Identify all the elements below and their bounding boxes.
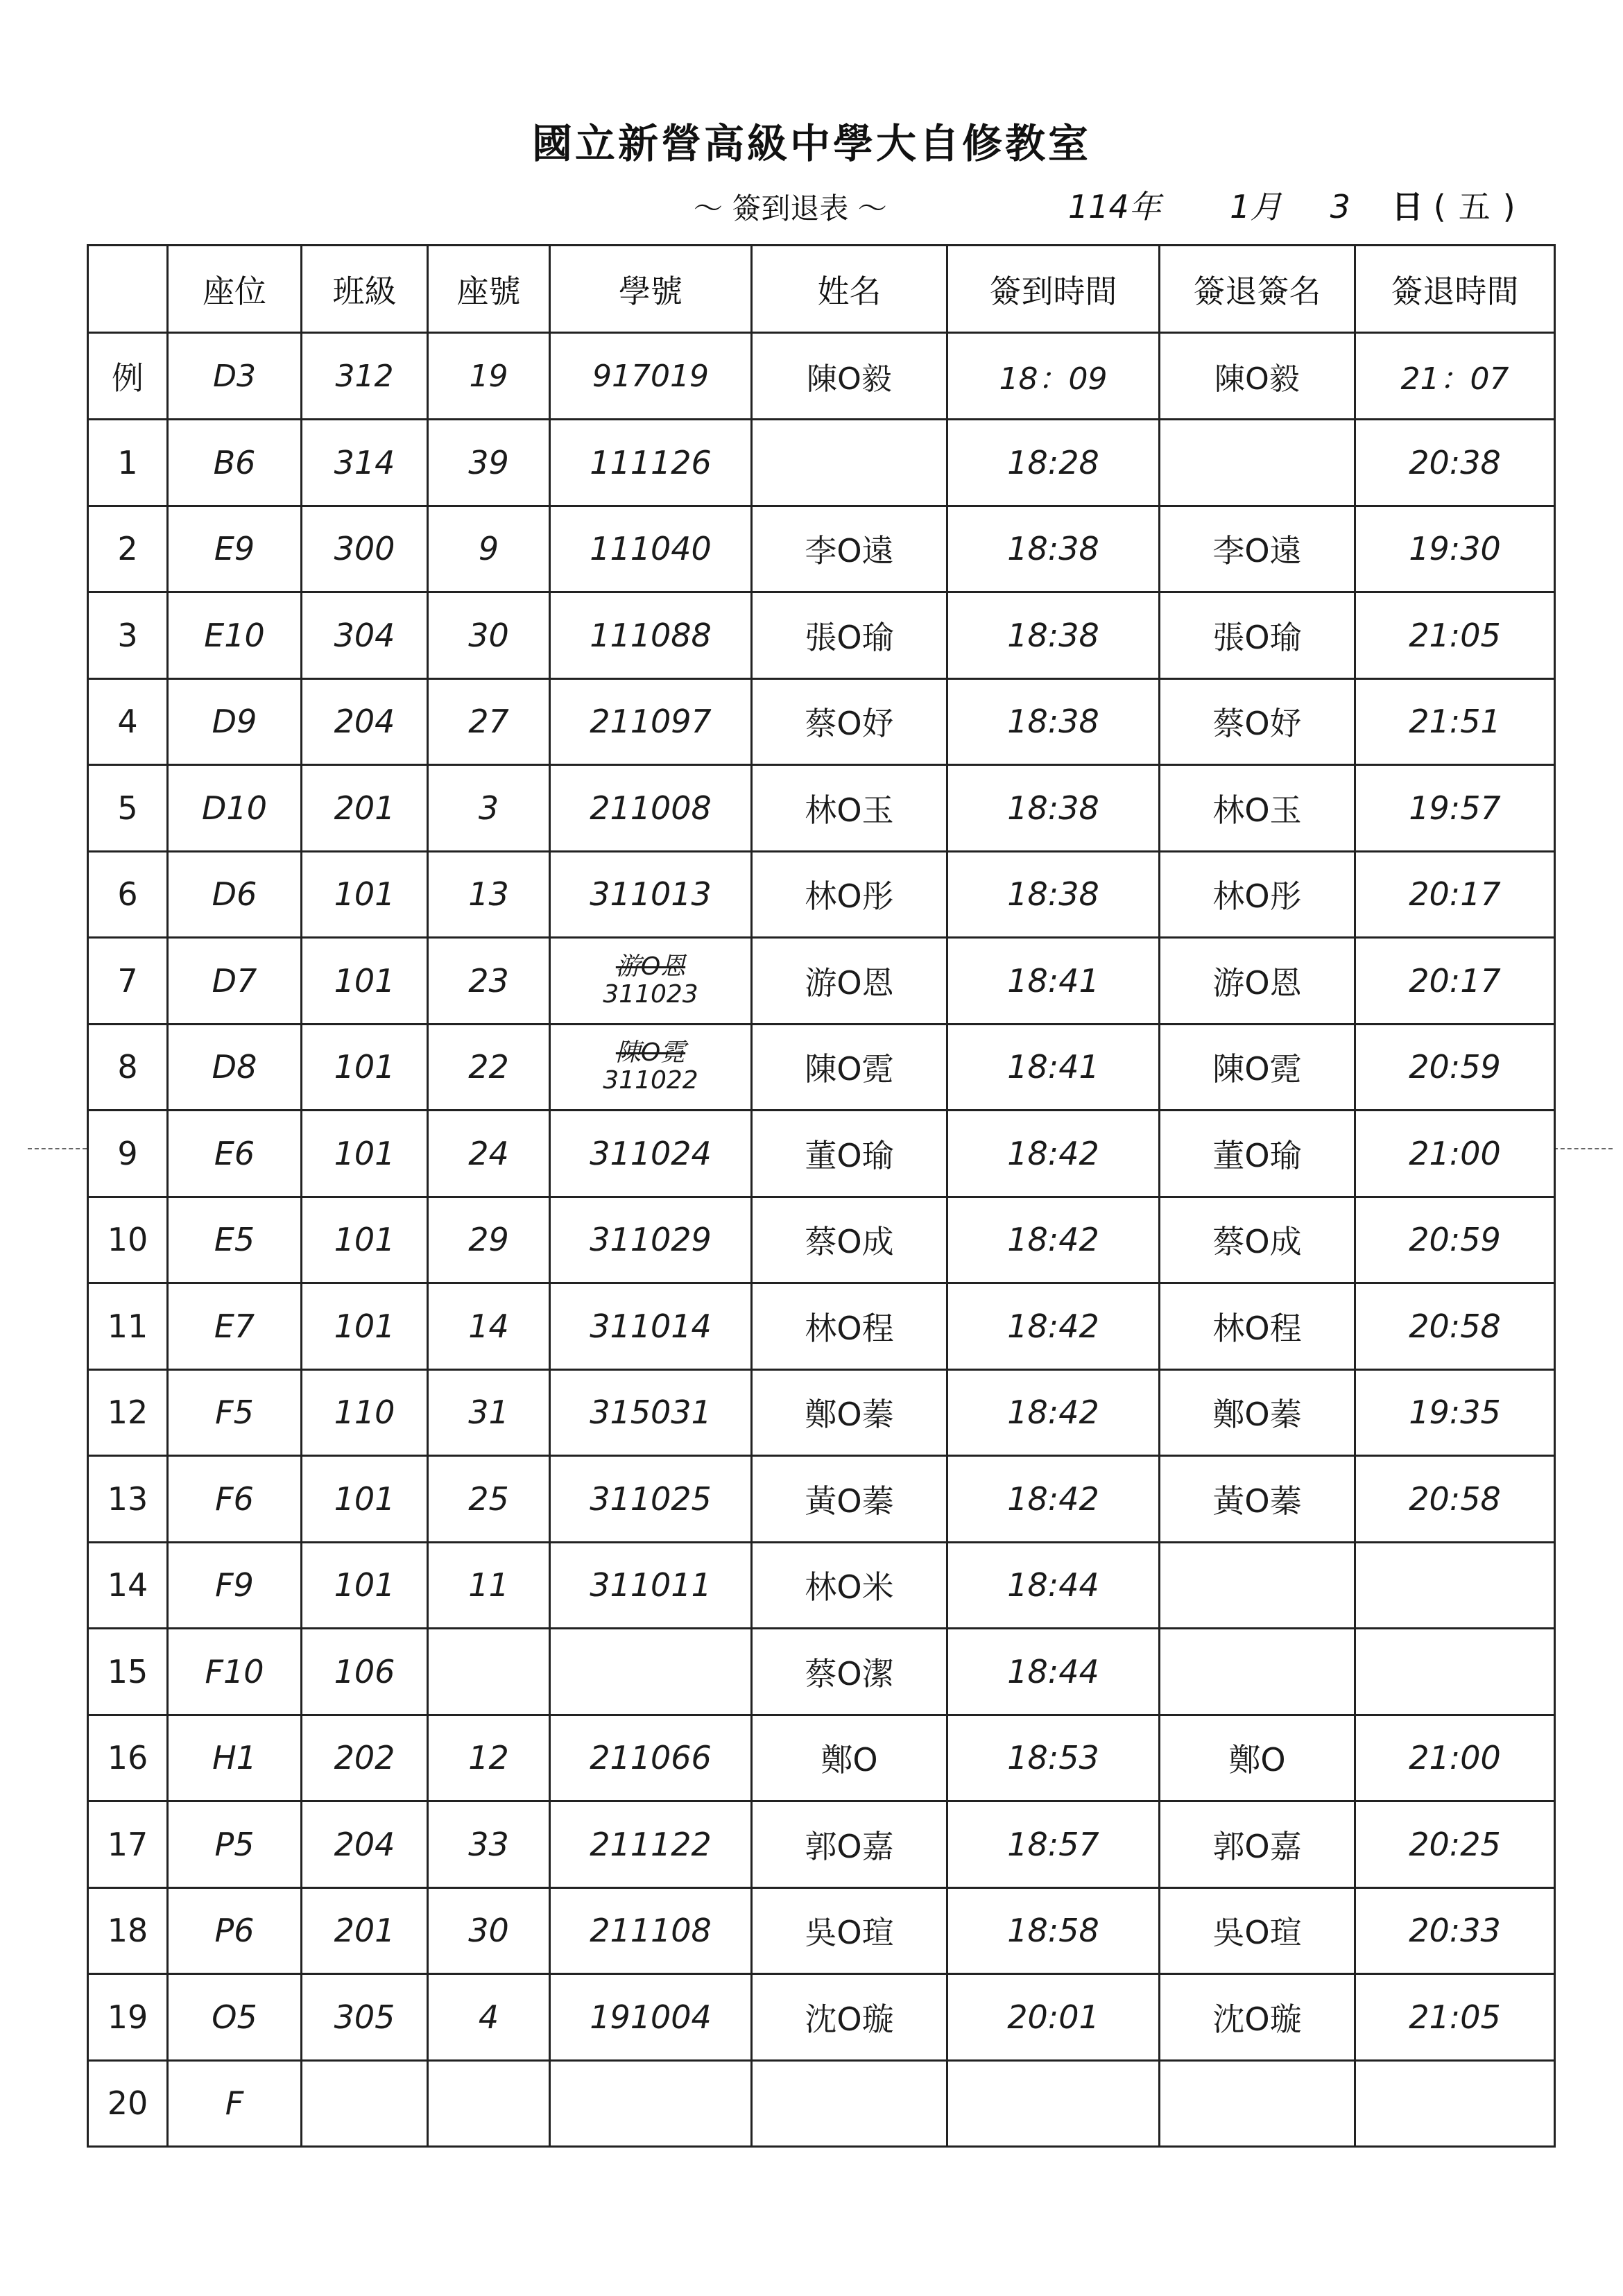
col-signout-name-header: 簽退簽名: [1160, 246, 1355, 333]
table-row: [88, 1111, 1555, 1197]
number-cell: 31: [428, 1369, 550, 1456]
seat-cell: E6: [168, 1111, 302, 1197]
example-row: [88, 333, 1555, 420]
table-row: [88, 765, 1555, 852]
table-row: [88, 1801, 1555, 1888]
signout-name-cell: 郭O嘉: [1160, 1801, 1355, 1888]
name-cell: 陳O霓: [752, 1024, 947, 1111]
class-cell: 101: [302, 1024, 428, 1111]
table-row: [88, 592, 1555, 679]
number-cell: 4: [428, 1974, 550, 2061]
name-cell: 蔡O成: [752, 1197, 947, 1283]
signout-name-cell: 張O瑜: [1160, 592, 1355, 679]
col-number-header: 座號: [428, 246, 550, 333]
signout-name-cell: [1160, 1542, 1355, 1629]
checkin-cell: 18:57: [947, 1801, 1160, 1888]
student-id-cell: [550, 2060, 752, 2147]
number-cell: 22: [428, 1024, 550, 1111]
name-cell: [752, 420, 947, 506]
row-index: 19: [88, 1974, 168, 2061]
checkin-cell: 18:53: [947, 1715, 1160, 1801]
student-id-cell: 211008: [550, 765, 752, 852]
class-cell: 106: [302, 1629, 428, 1715]
checkout-cell: 20:17: [1355, 851, 1555, 938]
table-row: [88, 1715, 1555, 1801]
seat-cell: D6: [168, 851, 302, 938]
signout-name-cell: 林O彤: [1160, 851, 1355, 938]
signout-name-cell: [1160, 420, 1355, 506]
name-cell: 沈O璇: [752, 1974, 947, 2061]
checkout-cell: 21:00: [1355, 1111, 1555, 1197]
table-row: [88, 420, 1555, 506]
class-cell: 101: [302, 851, 428, 938]
table-row: [88, 1024, 1555, 1111]
signout-name-cell: 鄭O蓁: [1160, 1369, 1355, 1456]
signout-name-cell: 沈O璇: [1160, 1974, 1355, 2061]
checkout-cell: 20:17: [1355, 938, 1555, 1025]
student-id-cell: 211122: [550, 1801, 752, 1888]
checkout-cell: 21:00: [1355, 1715, 1555, 1801]
checkin-cell: 18:42: [947, 1197, 1160, 1283]
checkout-cell: [1355, 1629, 1555, 1715]
class-cell: 101: [302, 1456, 428, 1543]
row-index: 4: [88, 678, 168, 765]
class-cell: 101: [302, 1111, 428, 1197]
name-cell: 蔡O潔: [752, 1629, 947, 1715]
student-id-cell: 191004: [550, 1974, 752, 2061]
col-name-header: 姓名: [752, 246, 947, 333]
checkin-cell: 18:44: [947, 1629, 1160, 1715]
number-cell: 39: [428, 420, 550, 506]
row-index: 3: [88, 592, 168, 679]
col-checkin-header: 簽到時間: [947, 246, 1160, 333]
number-cell: 13: [428, 851, 550, 938]
row-index: 13: [88, 1456, 168, 1543]
row-index: 16: [88, 1715, 168, 1801]
number-cell: 14: [428, 1283, 550, 1370]
form-subtitle: ～ 簽到退表 ～: [694, 191, 887, 225]
class-cell: 201: [302, 765, 428, 852]
name-cell: 董O瑜: [752, 1111, 947, 1197]
name-cell: 蔡O妤: [752, 678, 947, 765]
name-cell: 林O米: [752, 1542, 947, 1629]
table-row: [88, 1542, 1555, 1629]
signout-name-cell: [1160, 1629, 1355, 1715]
table-row: [88, 1283, 1555, 1370]
number-cell: 11: [428, 1542, 550, 1629]
checkout-cell: [1355, 2060, 1555, 2147]
number-cell: 30: [428, 1887, 550, 1974]
table-row: [88, 1456, 1555, 1543]
signout-name-cell: 陳O毅: [1160, 333, 1355, 420]
checkin-cell: 18:38: [947, 851, 1160, 938]
name-cell: 吳O瑄: [752, 1887, 947, 1974]
checkin-cell: 18:38: [947, 506, 1160, 592]
name-cell: 陳O毅: [752, 333, 947, 420]
student-id-cell: [550, 938, 752, 1025]
date-year: 114年: [1068, 188, 1161, 225]
student-id-cell: 311025: [550, 1456, 752, 1543]
name-cell: 林O玉: [752, 765, 947, 852]
student-id-cell: 311014: [550, 1283, 752, 1370]
student-id-cell: 311011: [550, 1542, 752, 1629]
row-index: 5: [88, 765, 168, 852]
seat-cell: F: [168, 2060, 302, 2147]
seat-cell: D9: [168, 678, 302, 765]
name-cell: 張O瑜: [752, 592, 947, 679]
checkin-cell: 18:41: [947, 1024, 1160, 1111]
table-row: [88, 1629, 1555, 1715]
class-cell: 101: [302, 938, 428, 1025]
number-cell: 33: [428, 1801, 550, 1888]
struck-entry: 陳O霓: [615, 1038, 686, 1068]
seat-cell: D7: [168, 938, 302, 1025]
student-id-cell: 211097: [550, 678, 752, 765]
student-id-cell: [550, 1024, 752, 1111]
name-cell: 林O程: [752, 1283, 947, 1370]
row-index: 11: [88, 1283, 168, 1370]
checkout-cell: [1355, 1542, 1555, 1629]
form-date: [1068, 182, 1528, 228]
row-index: 20: [88, 2060, 168, 2147]
col-class-header: 班級: [302, 246, 428, 333]
checkout-cell: 21:05: [1355, 592, 1555, 679]
class-cell: 101: [302, 1283, 428, 1370]
name-cell: 郭O嘉: [752, 1801, 947, 1888]
student-id-cell: 315031: [550, 1369, 752, 1456]
number-cell: 27: [428, 678, 550, 765]
class-cell: 204: [302, 1801, 428, 1888]
col-student-id-header: 學號: [550, 246, 752, 333]
signout-name-cell: 林O程: [1160, 1283, 1355, 1370]
name-cell: 游O恩: [752, 938, 947, 1025]
checkout-cell: 21：07: [1355, 333, 1555, 420]
seat-cell: F5: [168, 1369, 302, 1456]
seat-cell: E5: [168, 1197, 302, 1283]
checkin-cell: 18:42: [947, 1369, 1160, 1456]
row-index: 9: [88, 1111, 168, 1197]
seat-cell: P6: [168, 1887, 302, 1974]
table-row: [88, 851, 1555, 938]
row-index: 2: [88, 506, 168, 592]
corrected-student-id: 311022: [603, 1066, 698, 1095]
seat-cell: D3: [168, 333, 302, 420]
number-cell: 30: [428, 592, 550, 679]
checkout-cell: 19:57: [1355, 765, 1555, 852]
corrected-student-id: 311023: [603, 979, 698, 1009]
seat-cell: E7: [168, 1283, 302, 1370]
checkin-cell: 18:44: [947, 1542, 1160, 1629]
checkout-cell: 20:38: [1355, 420, 1555, 506]
signout-name-cell: 吳O瑄: [1160, 1887, 1355, 1974]
signout-name-cell: 黃O蓁: [1160, 1456, 1355, 1543]
name-cell: 林O彤: [752, 851, 947, 938]
class-cell: 300: [302, 506, 428, 592]
seat-cell: O5: [168, 1974, 302, 2061]
number-cell: [428, 1629, 550, 1715]
class-cell: 101: [302, 1197, 428, 1283]
table-row: [88, 1887, 1555, 1974]
checkin-cell: 18:42: [947, 1111, 1160, 1197]
row-index: 14: [88, 1542, 168, 1629]
class-cell: 110: [302, 1369, 428, 1456]
row-index: 10: [88, 1197, 168, 1283]
row-index: 7: [88, 938, 168, 1025]
class-cell: 204: [302, 678, 428, 765]
name-cell: 黃O蓁: [752, 1456, 947, 1543]
checkout-cell: 19:35: [1355, 1369, 1555, 1456]
signout-name-cell: 游O恩: [1160, 938, 1355, 1025]
table-row: [88, 2060, 1555, 2147]
class-cell: 101: [302, 1542, 428, 1629]
checkin-cell: 18:38: [947, 765, 1160, 852]
student-id-cell: 211108: [550, 1887, 752, 1974]
student-id-cell: 311029: [550, 1197, 752, 1283]
table-row: [88, 1197, 1555, 1283]
form-title: 國立新營高級中學大自修教室: [531, 120, 1091, 167]
table-row: [88, 678, 1555, 765]
seat-cell: F9: [168, 1542, 302, 1629]
student-id-cell: 111088: [550, 592, 752, 679]
header-row: [88, 246, 1555, 333]
seat-cell: D8: [168, 1024, 302, 1111]
checkout-cell: 20:58: [1355, 1456, 1555, 1543]
col-seat-header: 座位: [168, 246, 302, 333]
row-index: 6: [88, 851, 168, 938]
number-cell: 3: [428, 765, 550, 852]
seat-cell: E9: [168, 506, 302, 592]
signin-table: [87, 244, 1556, 2148]
name-cell: 鄭O: [752, 1715, 947, 1801]
date-day-suffix: 日: [1391, 188, 1424, 225]
signout-name-cell: 鄭O: [1160, 1715, 1355, 1801]
signout-name-cell: 林O玉: [1160, 765, 1355, 852]
checkout-cell: 21:51: [1355, 678, 1555, 765]
seat-cell: D10: [168, 765, 302, 852]
seat-cell: F6: [168, 1456, 302, 1543]
student-id-cell: [550, 1629, 752, 1715]
class-cell: 202: [302, 1715, 428, 1801]
number-cell: 23: [428, 938, 550, 1025]
col-checkout-header: 簽退時間: [1355, 246, 1555, 333]
number-cell: 19: [428, 333, 550, 420]
struck-entry: 游O恩: [615, 952, 686, 981]
checkin-cell: 18:38: [947, 592, 1160, 679]
student-id-cell: 111126: [550, 420, 752, 506]
class-cell: 312: [302, 333, 428, 420]
number-cell: 9: [428, 506, 550, 592]
name-cell: 李O遠: [752, 506, 947, 592]
seat-cell: B6: [168, 420, 302, 506]
date-weekday: (五): [1433, 188, 1528, 225]
signout-name-cell: [1160, 2060, 1355, 2147]
seat-cell: H1: [168, 1715, 302, 1801]
checkin-cell: 18:41: [947, 938, 1160, 1025]
class-cell: 305: [302, 1974, 428, 2061]
student-id-cell: 311013: [550, 851, 752, 938]
row-index: 18: [88, 1887, 168, 1974]
class-cell: [302, 2060, 428, 2147]
number-cell: 29: [428, 1197, 550, 1283]
student-id-cell: 111040: [550, 506, 752, 592]
seat-cell: P5: [168, 1801, 302, 1888]
signout-name-cell: 董O瑜: [1160, 1111, 1355, 1197]
signout-name-cell: 蔡O成: [1160, 1197, 1355, 1283]
checkin-cell: 18：09: [947, 333, 1160, 420]
table-row: [88, 506, 1555, 592]
date-month: 1月: [1230, 188, 1282, 225]
checkout-cell: 19:30: [1355, 506, 1555, 592]
checkin-cell: [947, 2060, 1160, 2147]
table-row: [88, 1369, 1555, 1456]
dashed-mark-right: [1554, 1148, 1613, 1149]
row-index: 1: [88, 420, 168, 506]
checkout-cell: 20:59: [1355, 1197, 1555, 1283]
name-cell: [752, 2060, 947, 2147]
row-index: 8: [88, 1024, 168, 1111]
number-cell: 24: [428, 1111, 550, 1197]
checkout-cell: 21:05: [1355, 1974, 1555, 2061]
checkout-cell: 20:59: [1355, 1024, 1555, 1111]
col-index-header: [88, 246, 168, 333]
checkin-cell: 18:28: [947, 420, 1160, 506]
seat-cell: E10: [168, 592, 302, 679]
date-day: 3: [1330, 188, 1350, 225]
table-row: [88, 1974, 1555, 2061]
student-id-cell: 211066: [550, 1715, 752, 1801]
number-cell: [428, 2060, 550, 2147]
number-cell: 25: [428, 1456, 550, 1543]
number-cell: 12: [428, 1715, 550, 1801]
signout-name-cell: 陳O霓: [1160, 1024, 1355, 1111]
checkin-cell: 18:42: [947, 1283, 1160, 1370]
checkin-cell: 18:42: [947, 1456, 1160, 1543]
checkin-cell: 20:01: [947, 1974, 1160, 2061]
student-id-cell: 311024: [550, 1111, 752, 1197]
table-row: [88, 938, 1555, 1025]
signout-name-cell: 李O遠: [1160, 506, 1355, 592]
class-cell: 201: [302, 1887, 428, 1974]
checkin-cell: 18:58: [947, 1887, 1160, 1974]
student-id-cell: 917019: [550, 333, 752, 420]
checkout-cell: 20:25: [1355, 1801, 1555, 1888]
seat-cell: F10: [168, 1629, 302, 1715]
checkin-cell: 18:38: [947, 678, 1160, 765]
class-cell: 304: [302, 592, 428, 679]
checkout-cell: 20:58: [1355, 1283, 1555, 1370]
row-index: 15: [88, 1629, 168, 1715]
row-index: 17: [88, 1801, 168, 1888]
signout-name-cell: 蔡O妤: [1160, 678, 1355, 765]
name-cell: 鄭O蓁: [752, 1369, 947, 1456]
checkout-cell: 20:33: [1355, 1887, 1555, 1974]
row-index: 例: [88, 333, 168, 420]
row-index: 12: [88, 1369, 168, 1456]
class-cell: 314: [302, 420, 428, 506]
dashed-mark-left: [28, 1148, 87, 1149]
